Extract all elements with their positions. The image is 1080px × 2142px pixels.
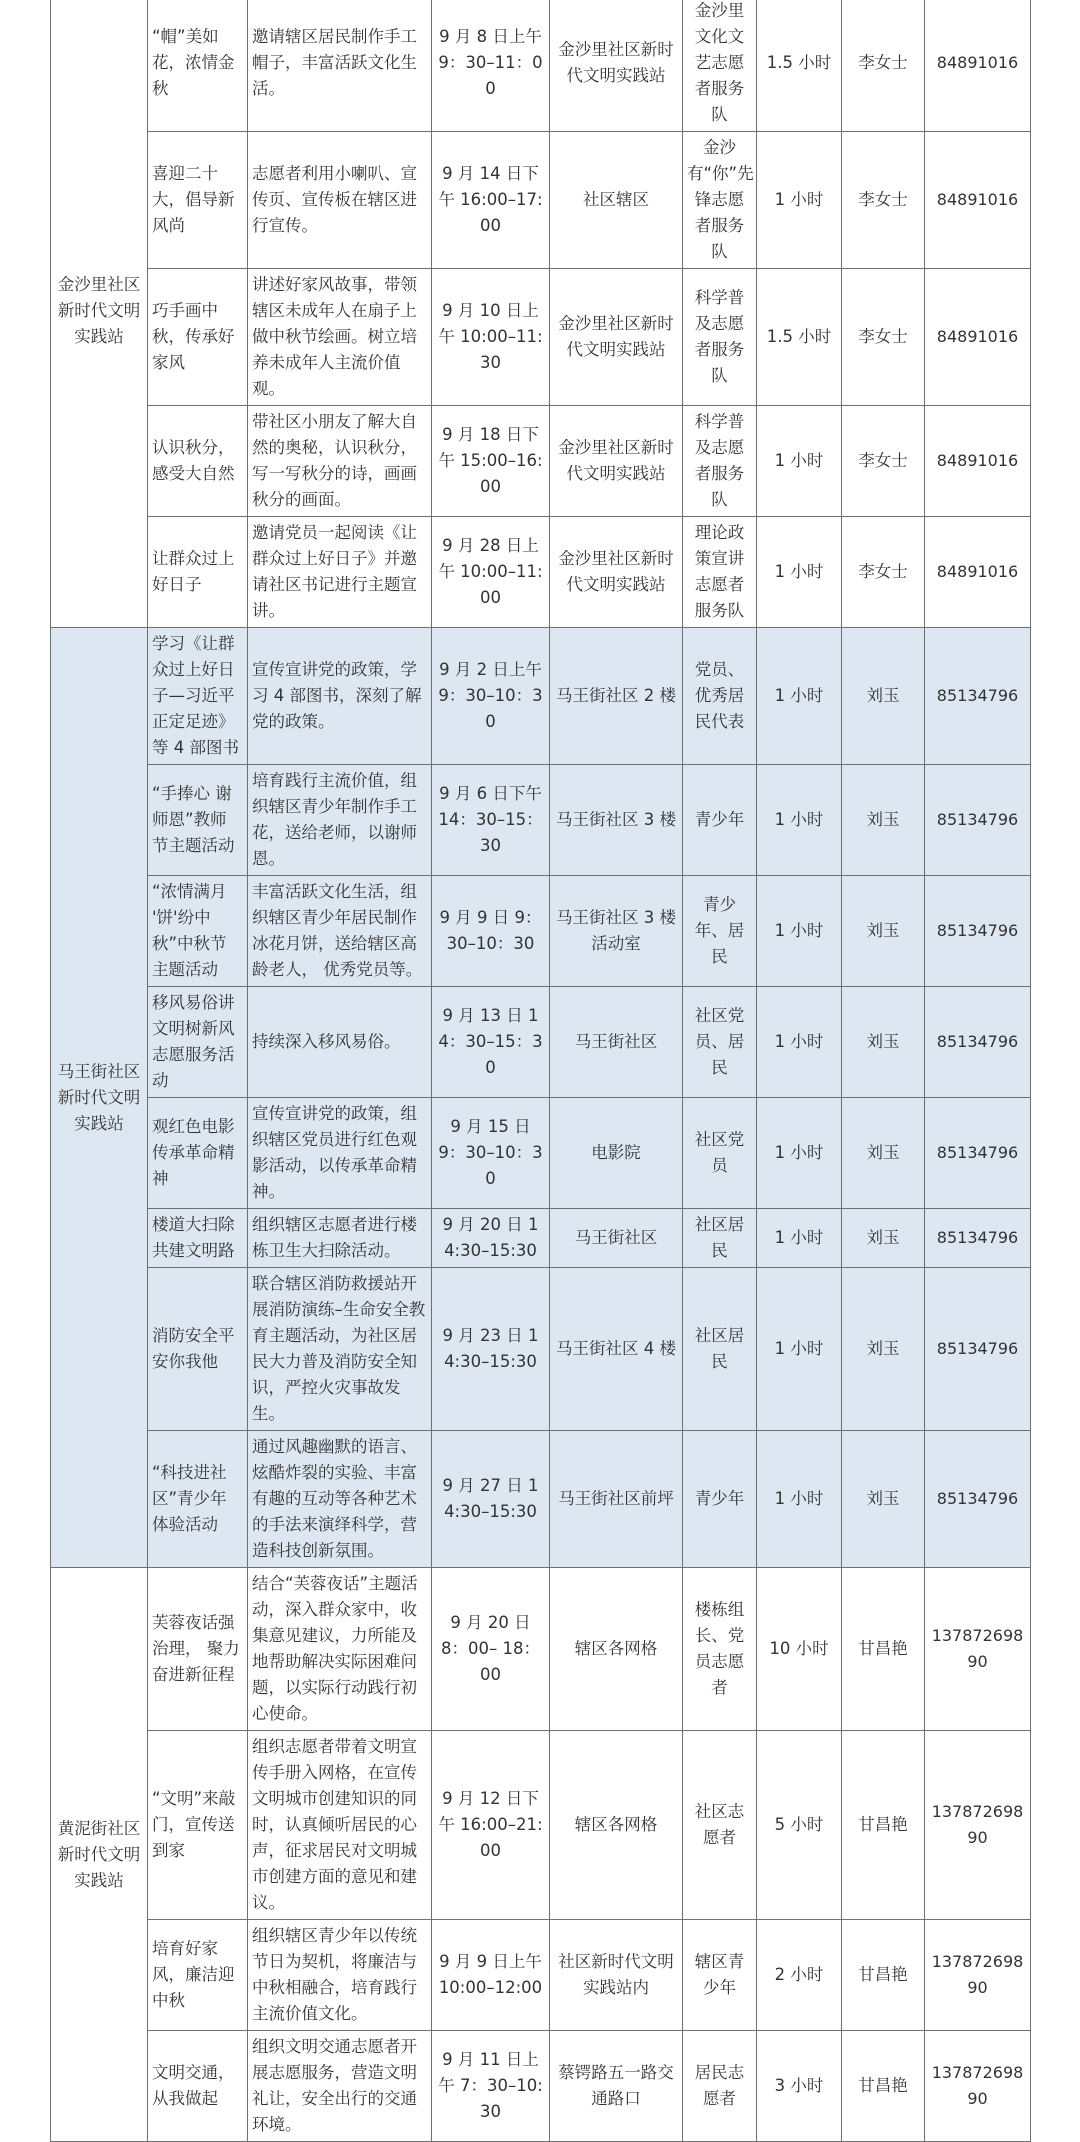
activity-place: 辖区各网格 [550,1568,683,1731]
activity-participants: 社区居民 [683,1209,757,1268]
station-group [51,1568,1031,2142]
activity-place: 马王街社区 3 楼 [550,765,683,876]
activity-time: 9 月 6 日下午 14：30–15：30 [432,765,550,876]
activity-title: “浓情满月 '饼'纷中秋”中秋节主题活动 [148,876,248,987]
table-row [51,1268,1031,1431]
activity-place: 马王街社区前坪 [550,1431,683,1568]
activity-content: 邀请党员一起阅读《让群众过上好日子》并邀请社区书记进行主题宣讲。 [248,517,432,628]
contact-phone: 85134796 [925,1209,1031,1268]
activity-duration: 1 小时 [757,876,842,987]
activity-time: 9 月 13 日 14：30–15：30 [432,987,550,1098]
activity-content: 结合“芙蓉夜话”主题活动，深入群众家中，收集意见建议，力所能及地帮助解决实际困难问题，以实际行动践行初心使命。 [248,1568,432,1731]
activity-place: 辖区各网格 [550,1731,683,1920]
contact-person: 刘玉 [842,1098,925,1209]
station-name: 马王街社区新时代文明实践站 [51,628,148,1568]
activity-participants: 党员、优秀居民代表 [683,628,757,765]
activity-title: “手捧心 谢师恩”教师节主题活动 [148,765,248,876]
activity-place: 电影院 [550,1098,683,1209]
activity-time: 9 月 11 日上午 7：30–10:30 [432,2031,550,2142]
activity-duration: 1 小时 [757,1268,842,1431]
activity-content: 宣传宣讲党的政策，组织辖区党员进行红色观影活动，以传承革命精神。 [248,1098,432,1209]
activity-time: 9 月 20 日 8：00– 18：00 [432,1568,550,1731]
activity-content: 丰富活跃文化生活，组织辖区青少年居民制作冰花月饼，送给辖区高龄老人， 优秀党员等。 [248,876,432,987]
activity-time: 9 月 2 日上午 9：30–10：30 [432,628,550,765]
table-row [51,1920,1031,2031]
activity-content: 宣传宣讲党的政策，学习 4 部图书，深刻了解党的政策。 [248,628,432,765]
table-row [51,132,1031,269]
contact-phone: 13787269890 [925,1731,1031,1920]
contact-phone: 85134796 [925,1098,1031,1209]
activity-time: 9 月 14 日下午 16:00–17:00 [432,132,550,269]
activity-place: 马王街社区 [550,1209,683,1268]
activity-duration: 1 小时 [757,517,842,628]
activity-duration: 1 小时 [757,628,842,765]
activity-participants: 青少年 [683,1431,757,1568]
contact-person: 刘玉 [842,765,925,876]
activity-content: 讲述好家风故事，带领辖区未成年人在扇子上做中秋节绘画。树立培养未成年人主流价值观。 [248,269,432,406]
contact-phone: 84891016 [925,269,1031,406]
activity-content: 组织志愿者带着文明宣传手册入网格，在宣传文明城市创建知识的同时，认真倾听居民的心声，征求居民对文明城市创建方面的意见和建议。 [248,1731,432,1920]
activity-title: “文明”来敲门，宣传送到家 [148,1731,248,1920]
activity-time: 9 月 9 日 9：30–10：30 [432,876,550,987]
table-row [51,1568,1031,1731]
table-row [51,1209,1031,1268]
activity-place: 马王街社区 3 楼活动室 [550,876,683,987]
table-row [51,1098,1031,1209]
contact-person: 甘昌艳 [842,1920,925,2031]
activity-place: 蔡锷路五一路交通路口 [550,2031,683,2142]
activity-duration: 1 小时 [757,987,842,1098]
activity-participants: 理论政策宣讲志愿者服务队 [683,517,757,628]
activity-title: 观红色电影传承革命精神 [148,1098,248,1209]
activity-content: 通过风趣幽默的语言、炫酷炸裂的实验、丰富有趣的互动等各种艺术的手法来演绎科学，营造科技创新氛围。 [248,1431,432,1568]
activity-title: “科技进社区”青少年体验活动 [148,1431,248,1568]
activity-time: 9 月 18 日下午 15:00–16:00 [432,406,550,517]
activity-place: 马王街社区 2 楼 [550,628,683,765]
activity-participants: 金沙里文化文艺志愿者服务队 [683,0,757,132]
activity-duration: 1 小时 [757,132,842,269]
table-row [51,517,1031,628]
contact-phone: 84891016 [925,0,1031,132]
contact-phone: 85134796 [925,876,1031,987]
activity-place: 金沙里社区新时代文明实践站 [550,406,683,517]
activity-duration: 3 小时 [757,2031,842,2142]
activity-content: 组织辖区青少年以传统节日为契机，将廉洁与中秋相融合，培育践行主流价值文化。 [248,1920,432,2031]
contact-phone: 84891016 [925,132,1031,269]
activity-time: 9 月 8 日上午 9：30–11：00 [432,0,550,132]
table-row [51,876,1031,987]
activity-time: 9 月 27 日 14:30–15:30 [432,1431,550,1568]
station-name: 黄泥街社区新时代文明实践站 [51,1568,148,2142]
table-row [51,269,1031,406]
contact-phone: 13787269890 [925,2031,1031,2142]
activity-duration: 1 小时 [757,765,842,876]
activity-content: 邀请辖区居民制作手工帽子，丰富活跃文化生活。 [248,0,432,132]
contact-phone: 85134796 [925,987,1031,1098]
activity-duration: 1 小时 [757,406,842,517]
contact-person: 李女士 [842,517,925,628]
table-row [51,987,1031,1098]
contact-person: 李女士 [842,132,925,269]
activity-content: 带社区小朋友了解大自然的奥秘，认识秋分，写一写秋分的诗，画画秋分的画面。 [248,406,432,517]
contact-phone: 84891016 [925,406,1031,517]
activity-time: 9 月 28 日上午 10:00–11:00 [432,517,550,628]
activity-participants: 社区居民 [683,1268,757,1431]
activity-participants: 社区党员 [683,1098,757,1209]
contact-person: 李女士 [842,406,925,517]
activity-title: 楼道大扫除共建文明路 [148,1209,248,1268]
activity-title: 学习《让群众过上好日子—习近平正定足迹》等 4 部图书 [148,628,248,765]
table-row [51,1431,1031,1568]
activity-title: 芙蓉夜话强治理， 聚力奋进新征程 [148,1568,248,1731]
contact-person: 刘玉 [842,876,925,987]
activity-content: 志愿者利用小喇叭、宣传页、宣传板在辖区进行宣传。 [248,132,432,269]
activity-title: 移风易俗讲文明树新风志愿服务活动 [148,987,248,1098]
station-group [51,628,1031,1568]
activity-time: 9 月 12 日下午 16:00–21:00 [432,1731,550,1920]
activity-content: 组织文明交通志愿者开展志愿服务，营造文明礼让，安全出行的交通环境。 [248,2031,432,2142]
table-row [51,628,1031,765]
activity-time: 9 月 15 日 9：30–10：30 [432,1098,550,1209]
activity-place: 社区新时代文明实践站内 [550,1920,683,2031]
activity-time: 9 月 10 日上午 10:00–11:30 [432,269,550,406]
activity-title: 认识秋分，感受大自然 [148,406,248,517]
activity-time: 9 月 23 日 14:30–15:30 [432,1268,550,1431]
activity-participants: 青少年、居民 [683,876,757,987]
activity-participants: 科学普及志愿者服务队 [683,406,757,517]
contact-phone: 13787269890 [925,1568,1031,1731]
activity-duration: 5 小时 [757,1731,842,1920]
activity-title: 文明交通，从我做起 [148,2031,248,2142]
activity-duration: 1.5 小时 [757,269,842,406]
activity-title: “帽”美如花，浓情金秋 [148,0,248,132]
contact-person: 刘玉 [842,1268,925,1431]
activity-place: 社区辖区 [550,132,683,269]
activity-duration: 2 小时 [757,1920,842,2031]
activity-duration: 1.5 小时 [757,0,842,132]
activity-time: 9 月 9 日上午 10:00–12:00 [432,1920,550,2031]
table-row [51,0,1031,132]
activity-title: 让群众过上好日子 [148,517,248,628]
contact-phone: 85134796 [925,628,1031,765]
activity-place: 马王街社区 [550,987,683,1098]
contact-person: 甘昌艳 [842,2031,925,2142]
activity-participants: 科学普及志愿者服务队 [683,269,757,406]
activity-place: 金沙里社区新时代文明实践站 [550,269,683,406]
station-group [51,0,1031,628]
activity-participants: 青少年 [683,765,757,876]
activity-content: 持续深入移风易俗。 [248,987,432,1098]
contact-person: 李女士 [842,0,925,132]
contact-person: 刘玉 [842,987,925,1098]
table-row [51,1731,1031,1920]
activity-place: 金沙里社区新时代文明实践站 [550,517,683,628]
table-row [51,406,1031,517]
contact-phone: 85134796 [925,765,1031,876]
activity-duration: 1 小时 [757,1431,842,1568]
contact-person: 李女士 [842,269,925,406]
contact-person: 甘昌艳 [842,1568,925,1731]
activity-title: 巧手画中秋，传承好家风 [148,269,248,406]
activity-table [50,0,1031,2142]
contact-person: 刘玉 [842,628,925,765]
activity-title: 喜迎二十大，倡导新风尚 [148,132,248,269]
contact-person: 刘玉 [842,1209,925,1268]
contact-phone: 13787269890 [925,1920,1031,2031]
activity-title: 培育好家风，廉洁迎中秋 [148,1920,248,2031]
contact-phone: 85134796 [925,1431,1031,1568]
activity-content: 培育践行主流价值，组织辖区青少年制作手工花，送给老师，以谢师恩。 [248,765,432,876]
activity-time: 9 月 20 日 14:30–15:30 [432,1209,550,1268]
activity-place: 金沙里社区新时代文明实践站 [550,0,683,132]
contact-phone: 85134796 [925,1268,1031,1431]
activity-title: 消防安全平安你我他 [148,1268,248,1431]
station-name: 金沙里社区新时代文明实践站 [51,0,148,628]
activity-participants: 居民志愿者 [683,2031,757,2142]
activity-duration: 10 小时 [757,1568,842,1731]
activity-participants: 金沙有“你”先锋志愿者服务队 [683,132,757,269]
activity-place: 马王街社区 4 楼 [550,1268,683,1431]
contact-person: 甘昌艳 [842,1731,925,1920]
activity-content: 联合辖区消防救援站开展消防演练–生命安全教育主题活动，为社区居民大力普及消防安全知识，严控火灾事故发生。 [248,1268,432,1431]
table-row [51,2031,1031,2142]
activity-duration: 1 小时 [757,1209,842,1268]
activity-participants: 楼栋组长、党员志愿者 [683,1568,757,1731]
activity-participants: 辖区青少年 [683,1920,757,2031]
schedule-sheet [50,0,1030,2142]
activity-duration: 1 小时 [757,1098,842,1209]
table-row [51,765,1031,876]
contact-person: 刘玉 [842,1431,925,1568]
activity-participants: 社区志愿者 [683,1731,757,1920]
contact-phone: 84891016 [925,517,1031,628]
activity-participants: 社区党员、居民 [683,987,757,1098]
activity-content: 组织辖区志愿者进行楼栋卫生大扫除活动。 [248,1209,432,1268]
